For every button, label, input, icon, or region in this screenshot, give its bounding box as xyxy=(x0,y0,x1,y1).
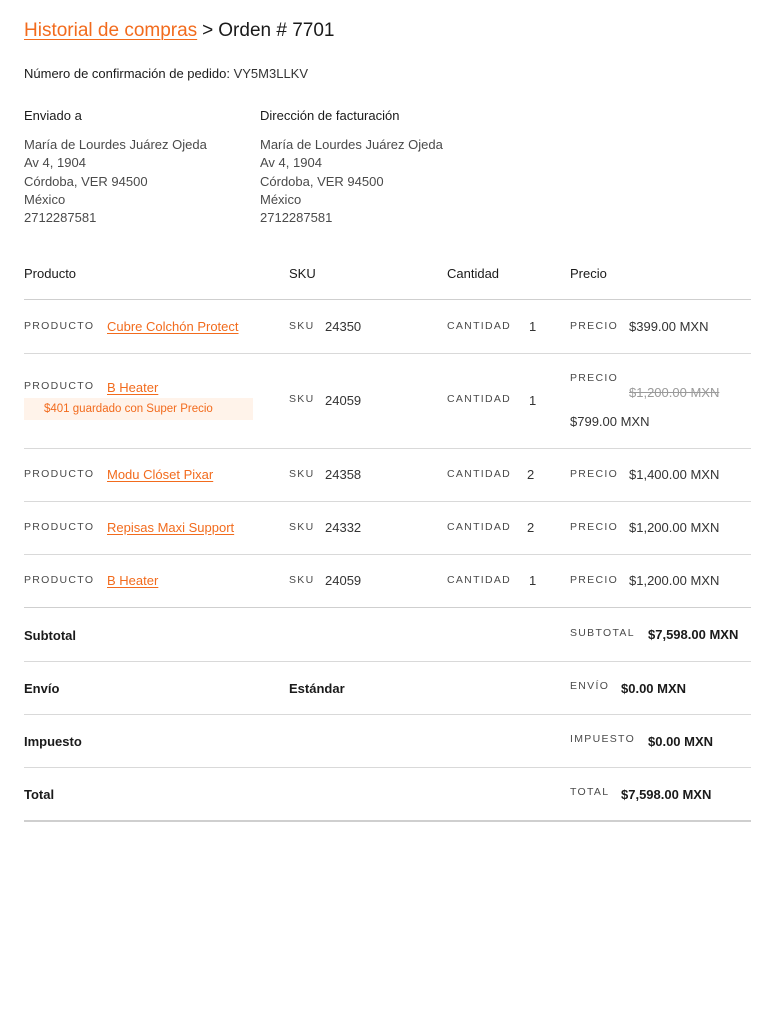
quantity-value: 2 xyxy=(527,467,535,482)
product-label: PRODUCTO xyxy=(24,574,95,586)
product-label: PRODUCTO xyxy=(24,468,95,480)
tax-label: IMPUESTO xyxy=(570,733,636,745)
price-label: PRECIO xyxy=(570,521,619,533)
total-row xyxy=(24,768,751,822)
price-value: $1,400.00 MXN xyxy=(629,467,720,482)
header-product: Producto xyxy=(24,266,77,281)
header-quantity: Cantidad xyxy=(447,266,500,281)
subtotal-label: SUBTOTAL xyxy=(570,627,635,639)
table-row xyxy=(24,301,751,354)
tax-value: $0.00 MXN xyxy=(648,734,714,749)
total-label: TOTAL xyxy=(570,786,610,798)
price-label: PRECIO xyxy=(570,372,619,384)
shipping-address xyxy=(24,108,254,227)
total-value: $7,598.00 MXN xyxy=(621,787,712,802)
quantity-value: 1 xyxy=(529,573,537,588)
billing-country: México xyxy=(260,191,302,207)
confirmation-value: VY5M3LLKV xyxy=(233,66,309,81)
quantity-label: CANTIDAD xyxy=(447,320,512,332)
header-sku: SKU xyxy=(289,266,316,281)
confirmation-number xyxy=(24,66,308,81)
quantity-value: 1 xyxy=(529,319,537,334)
product-link[interactable]: Cubre Colchón Protect xyxy=(107,319,239,334)
product-link[interactable]: B Heater xyxy=(107,573,159,588)
shipping-title: Enviado a xyxy=(24,108,82,123)
price-value: $399.00 MXN xyxy=(629,319,709,334)
subtotal-title: Subtotal xyxy=(24,628,76,643)
total-title: Total xyxy=(24,787,55,802)
product-label: PRODUCTO xyxy=(24,380,95,392)
price-value: $1,200.00 MXN xyxy=(629,520,720,535)
shipping-name: María de Lourdes Juárez Ojeda xyxy=(24,137,207,152)
quantity-value: 2 xyxy=(527,520,535,535)
breadcrumb-separator: > xyxy=(202,20,214,41)
breadcrumb xyxy=(24,19,334,43)
price-label: PRECIO xyxy=(570,468,619,480)
sku-value: 24350 xyxy=(325,319,362,334)
table-row xyxy=(24,449,751,502)
price-value: $1,200.00 MXN xyxy=(629,573,720,588)
shipping-summary-label: ENVÍO xyxy=(570,680,610,692)
subtotal-value: $7,598.00 MXN xyxy=(648,627,739,642)
billing-city: Córdoba, VER 94500 xyxy=(260,173,384,189)
shipping-street: Av 4, 1904 xyxy=(24,155,86,171)
product-label: PRODUCTO xyxy=(24,320,95,332)
shipping-city: Córdoba, VER 94500 xyxy=(24,173,148,189)
billing-title: Dirección de facturación xyxy=(260,108,400,123)
sku-label: SKU xyxy=(289,393,315,405)
page-title: Orden # 7701 xyxy=(218,20,335,41)
sku-value: 24059 xyxy=(325,393,362,408)
sku-label: SKU xyxy=(289,521,315,533)
sku-label: SKU xyxy=(289,320,315,332)
price-label: PRECIO xyxy=(570,320,619,332)
sku-value: 24358 xyxy=(325,467,362,482)
billing-phone: 2712287581 xyxy=(260,210,333,226)
shipping-phone: 2712287581 xyxy=(24,210,97,226)
table-row xyxy=(24,354,751,449)
shipping-summary-value: $0.00 MXN xyxy=(621,681,687,696)
header-price: Precio xyxy=(570,266,607,281)
price-label: PRECIO xyxy=(570,574,619,586)
quantity-value: 1 xyxy=(529,393,537,408)
savings-badge: $401 guardado con Super Precio xyxy=(24,398,253,420)
sku-label: SKU xyxy=(289,468,315,480)
product-link[interactable]: Modu Clóset Pixar xyxy=(107,467,214,482)
tax-title: Impuesto xyxy=(24,734,82,749)
original-price: $1,200.00 MXN xyxy=(629,385,720,400)
product-label: PRODUCTO xyxy=(24,521,95,533)
quantity-label: CANTIDAD xyxy=(447,574,512,586)
tax-row xyxy=(24,715,751,768)
table-row xyxy=(24,502,751,555)
product-link[interactable]: Repisas Maxi Support xyxy=(107,520,235,535)
subtotal-row xyxy=(24,609,751,662)
sku-label: SKU xyxy=(289,574,315,586)
shipping-country: México xyxy=(24,191,66,207)
quantity-label: CANTIDAD xyxy=(447,393,512,405)
sku-value: 24332 xyxy=(325,520,362,535)
billing-address xyxy=(260,108,490,227)
quantity-label: CANTIDAD xyxy=(447,521,512,533)
billing-street: Av 4, 1904 xyxy=(260,155,322,171)
product-link[interactable]: B Heater xyxy=(107,380,159,395)
billing-name: María de Lourdes Juárez Ojeda xyxy=(260,137,443,152)
table-header xyxy=(24,266,751,300)
purchase-history-link[interactable]: Historial de compras xyxy=(24,20,198,41)
shipping-summary-title: Envío xyxy=(24,681,60,696)
price-value: $799.00 MXN xyxy=(570,414,650,429)
shipping-method: Estándar xyxy=(289,681,345,696)
table-row xyxy=(24,555,751,608)
shipping-row xyxy=(24,662,751,715)
confirmation-label: Número de confirmación de pedido: xyxy=(24,66,230,81)
quantity-label: CANTIDAD xyxy=(447,468,512,480)
sku-value: 24059 xyxy=(325,573,362,588)
